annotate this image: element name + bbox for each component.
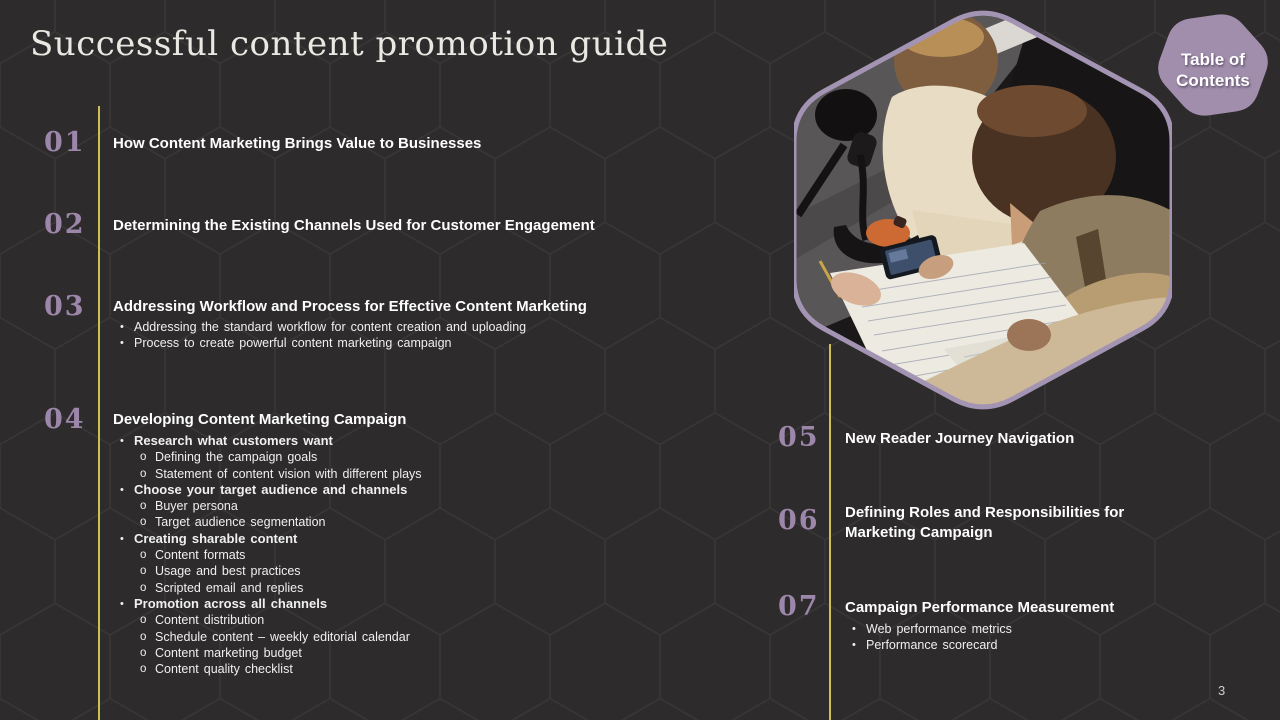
divider-line-left <box>98 106 100 720</box>
sub-bullet-text: Content marketing budget <box>155 645 302 660</box>
bullet-text: Research what customers want <box>134 433 333 448</box>
bullet-dot-icon: • <box>852 639 856 652</box>
circle-bullet-icon: o <box>140 516 147 529</box>
sub-bullet-item <box>113 612 673 628</box>
circle-bullet-icon: o <box>140 549 147 562</box>
bullet-item <box>113 335 673 351</box>
bullet-text: Promotion across all channels <box>134 595 328 611</box>
sub-bullet-item <box>113 547 673 563</box>
sub-bullet-text: Content formats <box>155 548 246 563</box>
sub-bullet-item <box>113 514 673 530</box>
bullet-item <box>845 637 1165 653</box>
sub-bullet-text: Content quality checklist <box>155 662 293 677</box>
toc-item-07-title[interactable]: Campaign Performance Measurement <box>845 599 1115 616</box>
toc-item-01-title[interactable]: How Content Marketing Brings Value to Businesses <box>113 135 482 152</box>
man-hand <box>1007 319 1051 351</box>
page-number: 3 <box>1218 683 1226 698</box>
bullet-text: Choose your target audience and channels <box>134 481 408 497</box>
bullet-item <box>845 621 1165 637</box>
toc-item-02-title[interactable]: Determining the Existing Channels Used for Customer Engagement <box>113 217 595 234</box>
toc-item-03-title[interactable]: Addressing Workflow and Process for Effective Content Marketing <box>113 298 587 315</box>
bullet-text: Web performance metrics <box>866 622 1012 636</box>
toc-item-05-title[interactable]: New Reader Journey Navigation <box>845 430 1075 447</box>
bullet-dot-icon: • <box>120 337 124 350</box>
circle-bullet-icon: o <box>140 646 147 659</box>
bullet-item <box>113 319 673 335</box>
sub-bullet-item <box>113 449 673 465</box>
toc-number-07: 07 <box>778 591 820 622</box>
bullet-dot-icon: • <box>852 623 856 635</box>
sub-bullet-text: Buyer persona <box>155 499 238 514</box>
sub-bullet-item <box>113 580 673 596</box>
toc-number-04: 04 <box>44 404 86 435</box>
toc-number-03: 03 <box>44 291 86 322</box>
sub-bullet-text: Target audience segmentation <box>155 515 326 530</box>
sub-bullet-item <box>113 563 673 579</box>
bullet-item <box>113 482 673 498</box>
sub-bullet-text: Defining the campaign goals <box>155 450 318 465</box>
sub-bullet-item <box>113 645 673 661</box>
bullet-dot-icon: • <box>120 532 124 545</box>
bullet-text: Creating sharable content <box>134 530 298 546</box>
bullet-text: Performance scorecard <box>866 638 998 653</box>
sub-bullet-text: Content distribution <box>155 613 265 628</box>
circle-bullet-icon: o <box>140 663 147 676</box>
sub-bullet-text: Usage and best practices <box>155 564 301 579</box>
sub-bullet-text: Statement of content vision with different plays <box>155 466 422 481</box>
bullet-dot-icon: • <box>120 597 124 610</box>
circle-bullet-icon: o <box>140 565 147 578</box>
sub-bullet-text: Scripted email and replies <box>155 580 304 595</box>
circle-bullet-icon: o <box>140 581 147 594</box>
podcast-team-photo-hexagon <box>794 5 1172 415</box>
toc-number-06: 06 <box>778 505 820 536</box>
toc-number-02: 02 <box>44 209 86 240</box>
circle-bullet-icon: o <box>140 500 147 513</box>
toc-item-04-bullets <box>113 433 673 677</box>
bullet-dot-icon: • <box>120 483 124 496</box>
bullet-dot-icon: • <box>120 321 124 333</box>
sub-bullet-item <box>113 629 673 645</box>
sub-bullet-item <box>113 661 673 677</box>
toc-number-01: 01 <box>44 127 86 158</box>
toc-item-03-bullets <box>113 319 673 352</box>
table-of-contents-badge <box>1150 8 1276 126</box>
bullet-item <box>113 531 673 547</box>
circle-bullet-icon: o <box>140 467 147 480</box>
bullet-dot-icon: • <box>120 435 124 447</box>
bullet-item <box>113 433 673 449</box>
bullet-text: Process to create powerful content marketing campaign <box>134 336 452 351</box>
badge-label <box>1150 8 1276 126</box>
circle-bullet-icon: o <box>140 630 147 643</box>
toc-item-07-bullets <box>845 621 1165 654</box>
toc-number-05: 05 <box>778 422 820 453</box>
sub-bullet-item <box>113 466 673 482</box>
sub-bullet-item <box>113 498 673 514</box>
toc-item-06-title[interactable]: Defining Roles and Responsibilities for Marketing Campaign <box>845 504 1125 541</box>
slide-title: Successful content promotion guide <box>30 24 669 64</box>
bullet-item <box>113 596 673 612</box>
sub-bullet-text: Schedule content – weekly editorial calendar <box>155 629 410 644</box>
circle-bullet-icon: o <box>140 614 147 627</box>
toc-item-04-title[interactable]: Developing Content Marketing Campaign <box>113 411 407 428</box>
badge-label-line1: Table of <box>1181 50 1245 69</box>
photo-scene <box>794 5 1172 415</box>
circle-bullet-icon: o <box>140 451 147 464</box>
bullet-text: Addressing the standard workflow for content creation and uploading <box>134 320 527 334</box>
badge-label-line2: Contents <box>1176 71 1250 90</box>
